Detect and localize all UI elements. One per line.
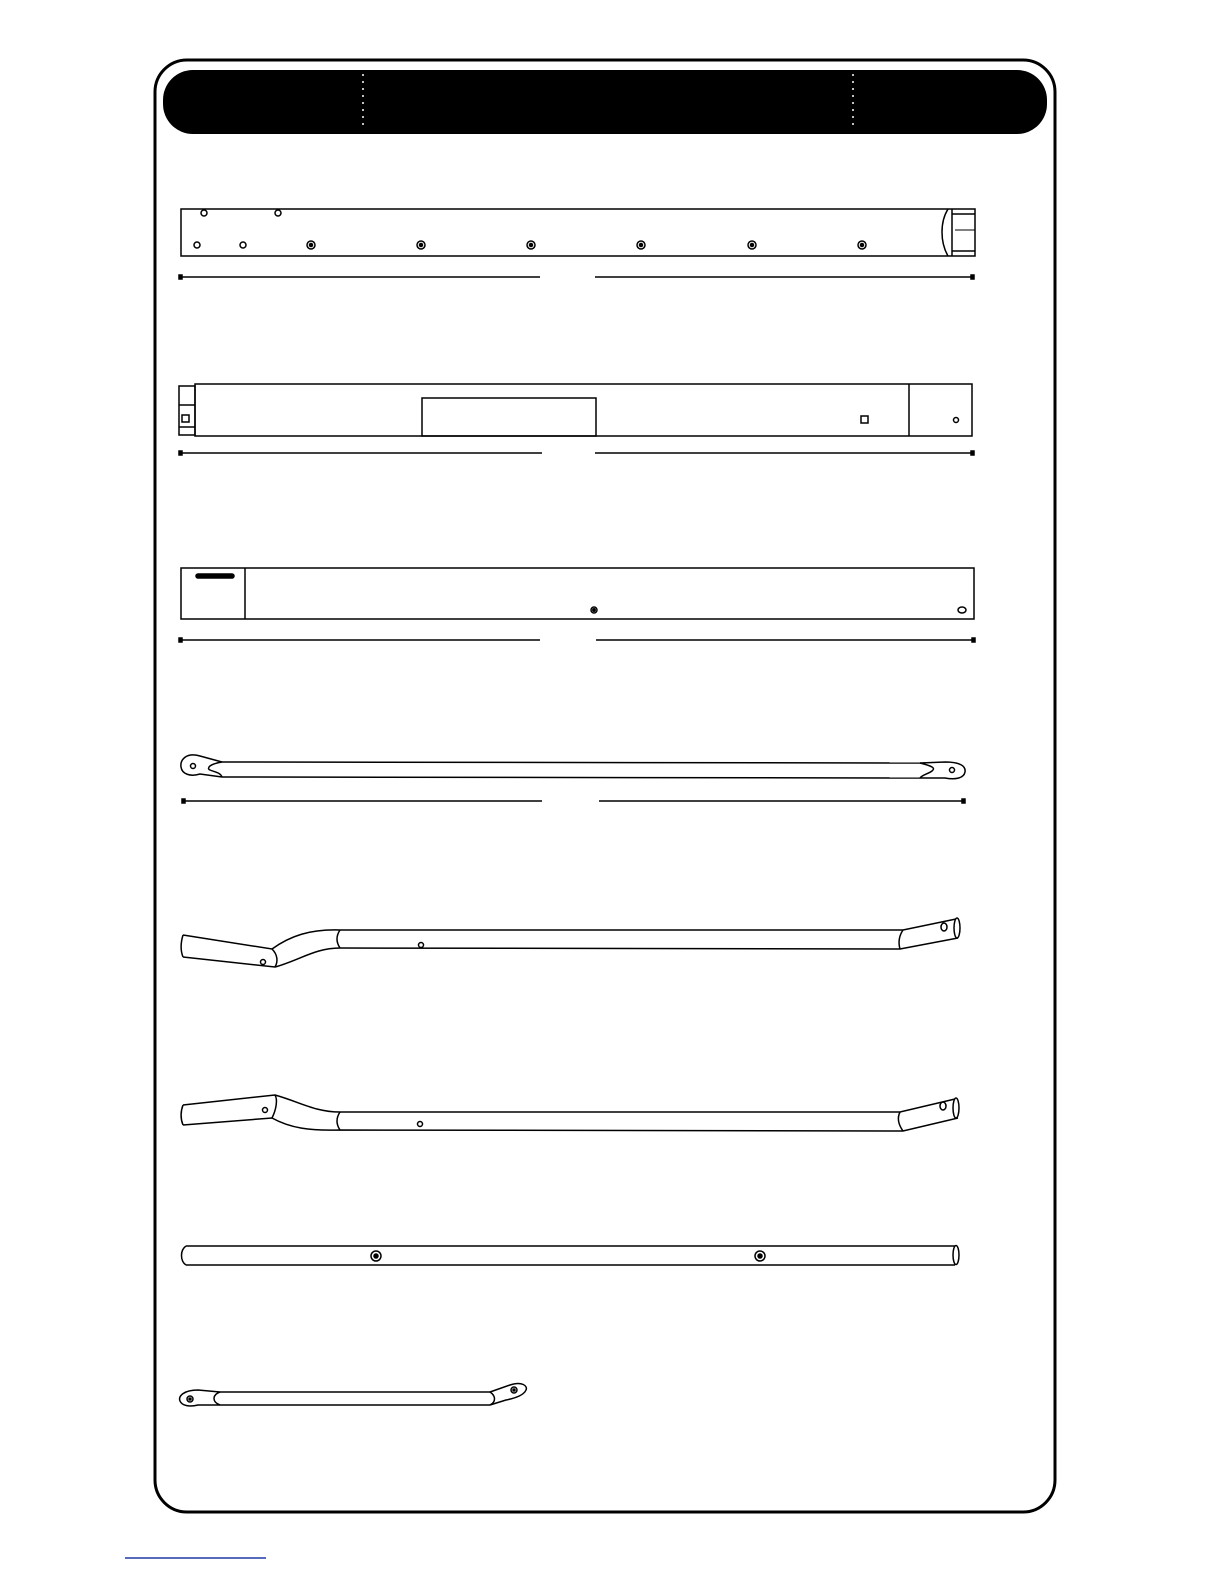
frame-rail-3: [181, 568, 974, 619]
dimension-line-3: [179, 638, 975, 642]
dimension-line-1: [179, 275, 974, 279]
header-bar: [163, 70, 1047, 134]
page-frame: [155, 60, 1055, 1512]
short-brace: [180, 1384, 527, 1406]
bent-tube-1: [181, 918, 960, 967]
frame-rail-2: [179, 384, 972, 436]
rail-1-bolt-holes: [307, 241, 866, 249]
dimension-line-4: [182, 799, 965, 803]
frame-rail-1: [181, 209, 975, 256]
straight-tube: [182, 1246, 960, 1266]
brace-tube-1: [181, 755, 965, 779]
dimension-line-2: [179, 451, 974, 455]
bent-tube-2: [181, 1095, 959, 1131]
